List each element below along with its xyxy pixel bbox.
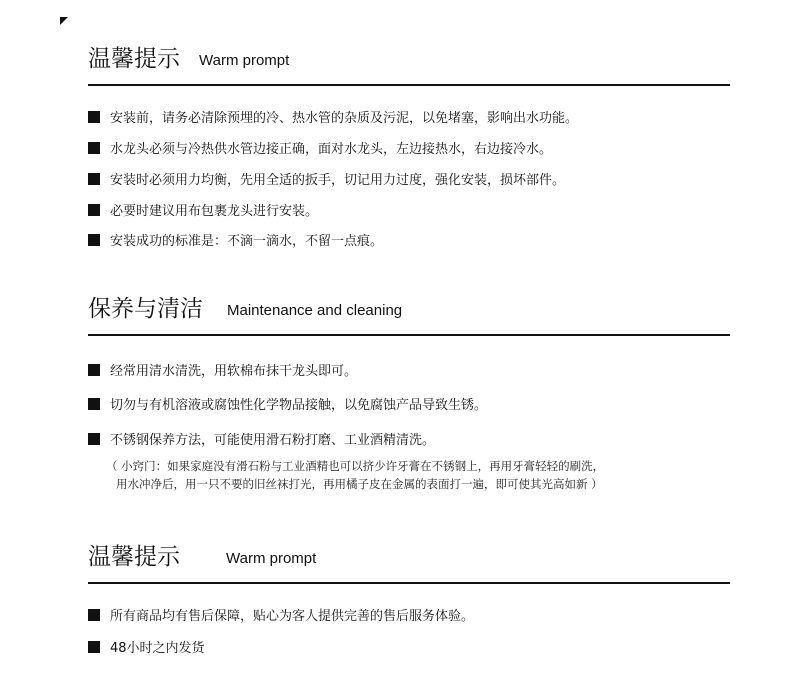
square-bullet-icon bbox=[88, 173, 100, 185]
list-item-text: 所有商品均有售后保障，贴心为客人提供完善的售后服务体验。 bbox=[110, 609, 475, 624]
section-header bbox=[88, 296, 730, 336]
section-header bbox=[88, 46, 730, 86]
list-item bbox=[88, 608, 474, 626]
section-warm-prompt-1 bbox=[88, 46, 730, 249]
list-item bbox=[88, 203, 318, 221]
list-item-text: 不锈钢保养方法，可能使用滑石粉打磨、工业酒精清洗。 bbox=[110, 433, 436, 448]
square-bullet-icon bbox=[88, 204, 100, 216]
list-item bbox=[88, 233, 383, 251]
square-bullet-icon bbox=[88, 111, 100, 123]
list-item bbox=[88, 172, 565, 190]
square-bullet-icon bbox=[88, 433, 100, 445]
tip-note-line: （ 小窍门：如果家庭没有滑石粉与工业酒精也可以挤少许牙膏在不锈钢上，再用牙膏轻轻的刷洗， bbox=[106, 459, 605, 473]
list-item bbox=[88, 110, 578, 128]
section-warm-prompt-2 bbox=[88, 544, 730, 656]
list-item bbox=[88, 397, 487, 415]
list-item-text: 切勿与有机溶液或腐蚀性化学物品接触，以免腐蚀产品导致生锈。 bbox=[110, 398, 488, 413]
corner-mark-icon bbox=[60, 17, 68, 25]
section-header bbox=[88, 544, 730, 584]
square-bullet-icon bbox=[88, 234, 100, 246]
section-title-en: Maintenance and cleaning bbox=[227, 302, 403, 319]
list-item-text: 水龙头必须与冷热供水管边接正确，面对水龙头，左边接热水，右边接冷水。 bbox=[110, 142, 553, 157]
list-item-text: 48小时之内发货 bbox=[110, 641, 205, 656]
list-item bbox=[88, 141, 552, 159]
list-item-text: 经常用清水清洗，用软棉布抹干龙头即可。 bbox=[110, 364, 358, 379]
list-item bbox=[88, 363, 357, 381]
square-bullet-icon bbox=[88, 609, 100, 621]
list-item-text: 安装成功的标准是：不滴一滴水，不留一点痕。 bbox=[110, 234, 384, 249]
square-bullet-icon bbox=[88, 641, 100, 653]
list-item-text: 安装前，请务必清除预埋的冷、热水管的杂质及污泥，以免堵塞，影响出水功能。 bbox=[110, 111, 579, 126]
list-item bbox=[88, 640, 205, 658]
list-item bbox=[88, 432, 435, 450]
tip-note-line: 用水冲净后，用一只不要的旧丝袜打光，再用橘子皮在金属的表面打一遍，即可使其光高如新 ） bbox=[116, 477, 603, 491]
section-title-cn: 保养与清洁 bbox=[88, 296, 203, 322]
section-title-cn: 温馨提示 bbox=[88, 544, 180, 570]
section-title-cn: 温馨提示 bbox=[88, 46, 180, 72]
square-bullet-icon bbox=[88, 398, 100, 410]
section-title-en: Warm prompt bbox=[199, 52, 290, 69]
list-item-text: 必要时建议用布包裹龙头进行安装。 bbox=[110, 204, 319, 219]
square-bullet-icon bbox=[88, 142, 100, 154]
list-item-text: 安装时必须用力均衡，先用全适的扳手，切记用力过度，强化安装，损坏部件。 bbox=[110, 173, 566, 188]
section-title-en: Warm prompt bbox=[226, 550, 317, 567]
section-maintenance bbox=[88, 296, 730, 491]
square-bullet-icon bbox=[88, 364, 100, 376]
